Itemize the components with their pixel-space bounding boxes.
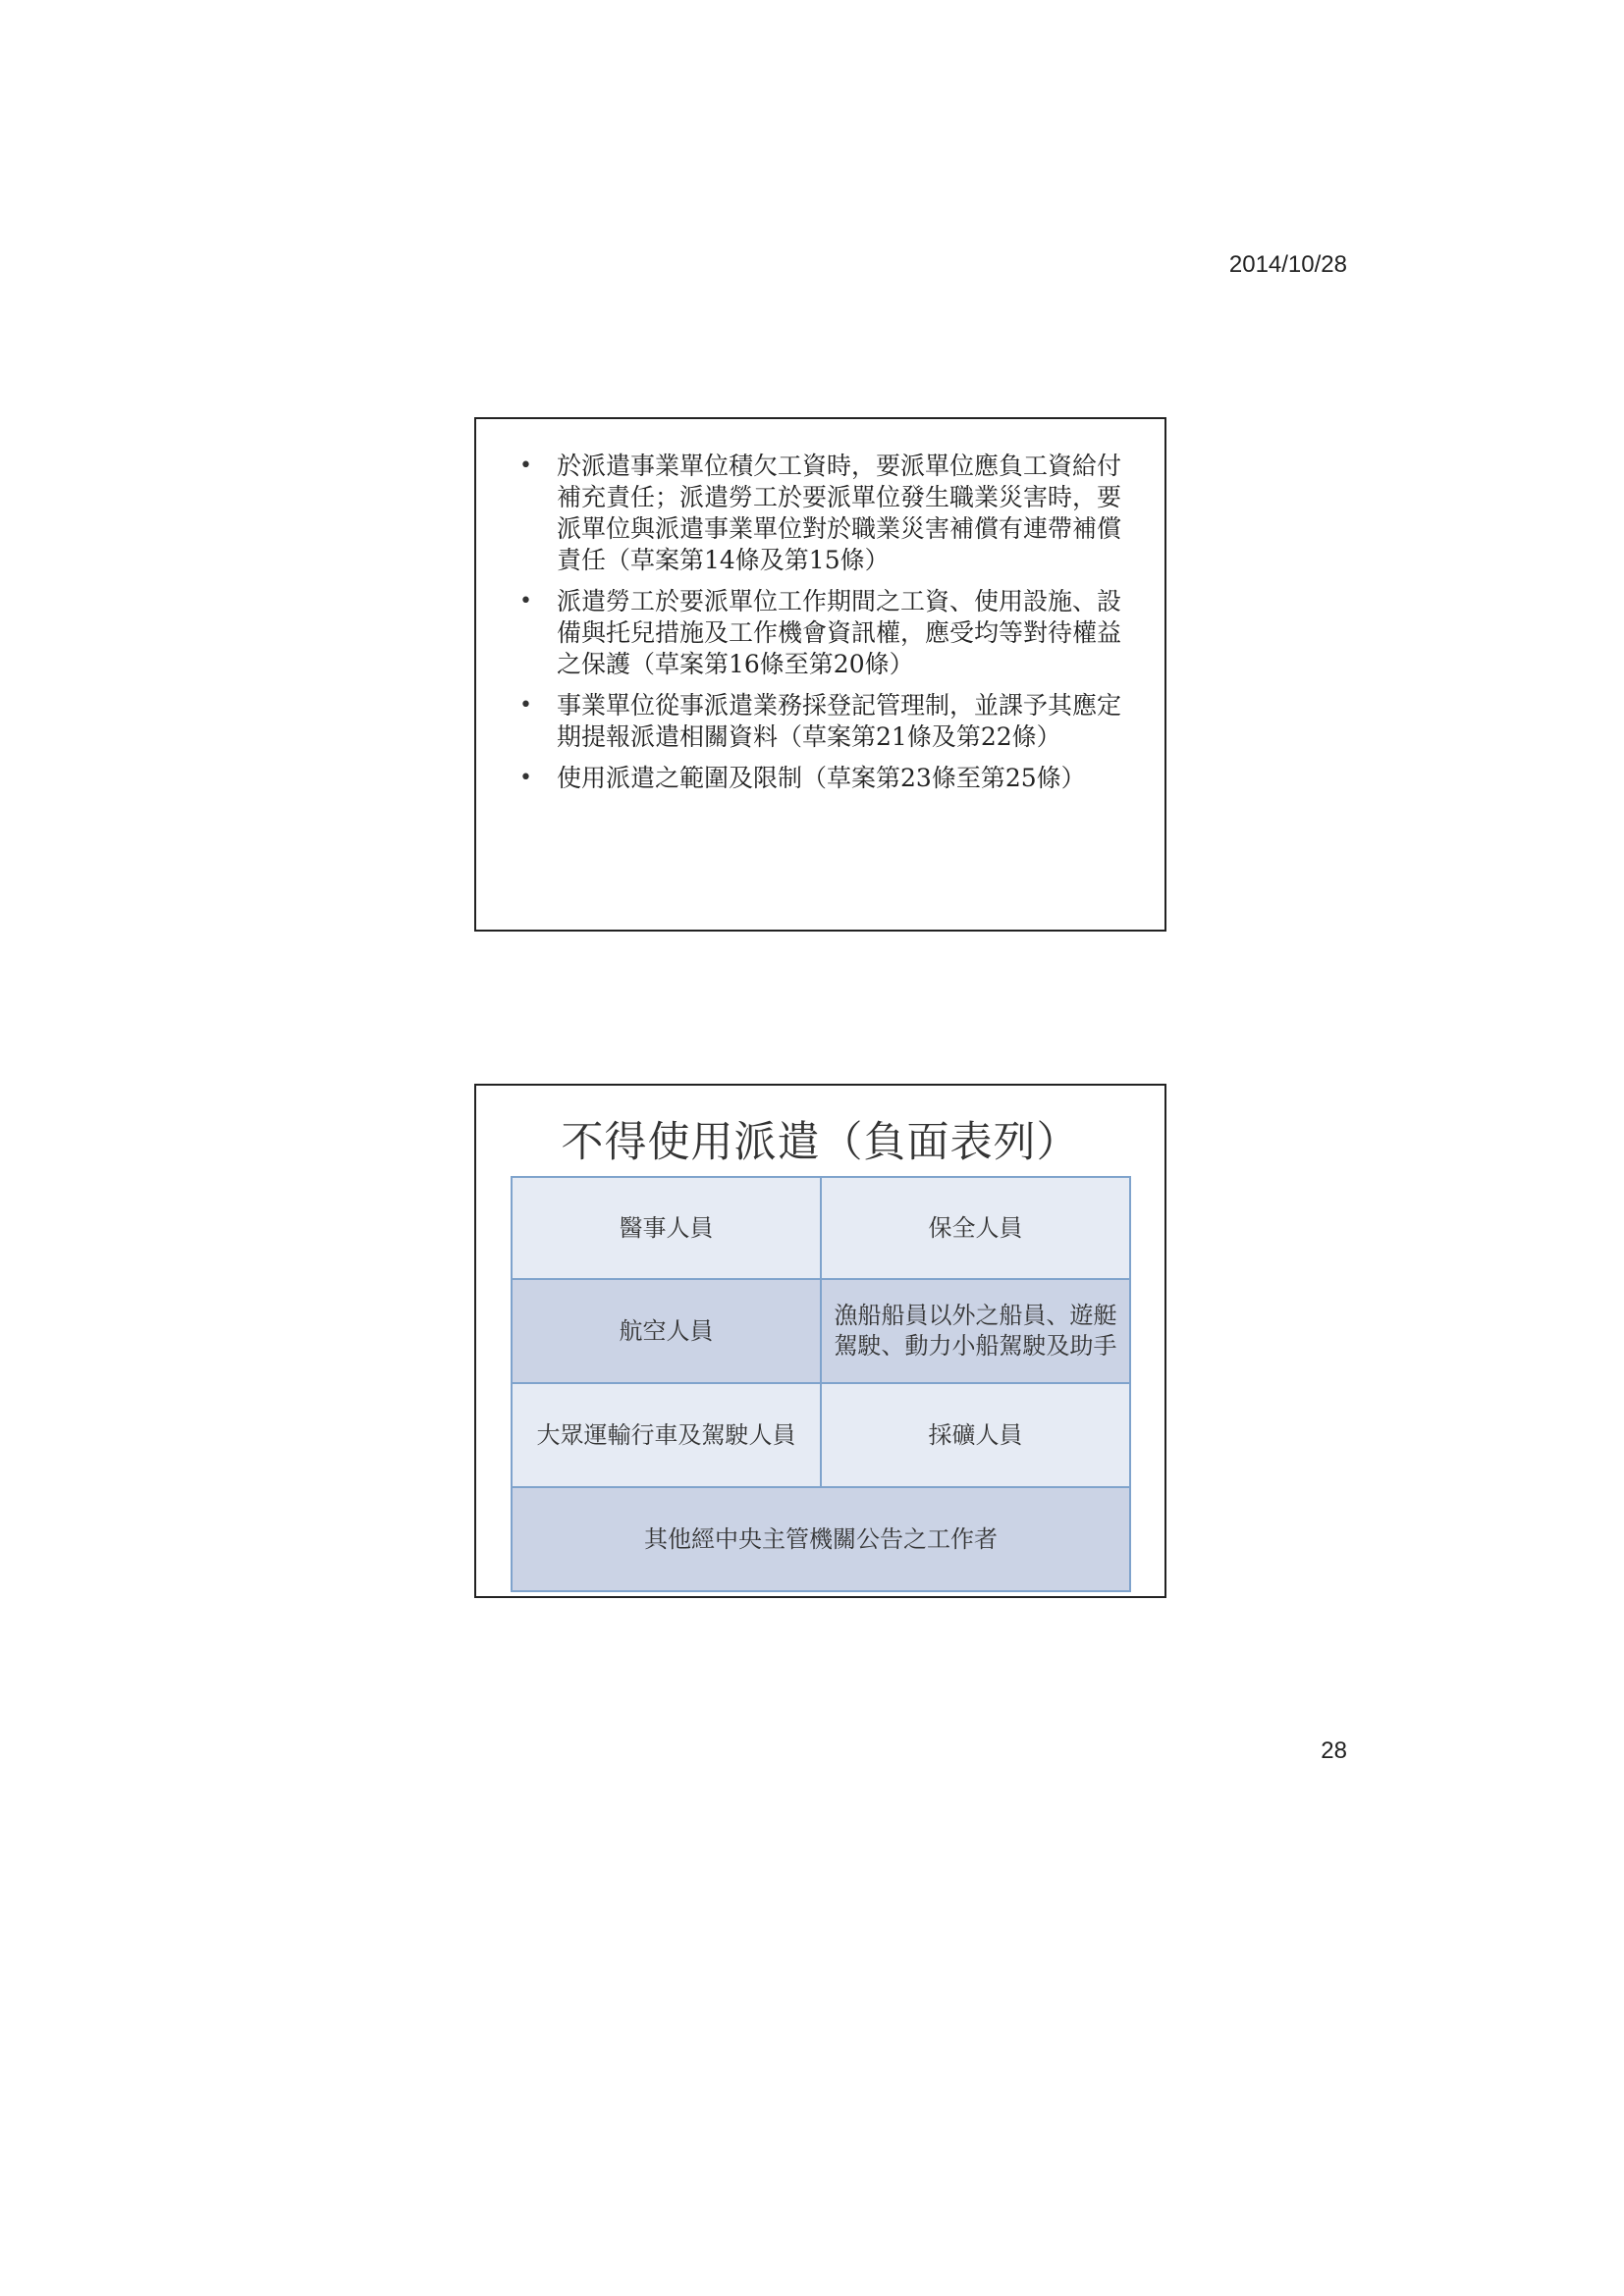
prohibited-roles-table bbox=[511, 1176, 1131, 1592]
table-row bbox=[512, 1383, 1130, 1487]
bullet-dot-icon: • bbox=[519, 693, 532, 718]
page-number: 28 bbox=[1321, 1737, 1347, 1764]
table-row bbox=[512, 1279, 1130, 1383]
bullet-text: 使用派遣之範圍及限制（草案第23條至第25條） bbox=[557, 764, 1086, 792]
table-cell: 保全人員 bbox=[821, 1177, 1130, 1279]
table-row bbox=[512, 1487, 1130, 1591]
bullet-dot-icon: • bbox=[519, 589, 532, 614]
bullet-item bbox=[515, 451, 1125, 576]
slide-1 bbox=[474, 417, 1166, 932]
bullet-text: 於派遣事業單位積欠工資時，要派單位應負工資給付補充責任；派遣勞工於要派單位發生職業災害時，要派單位與派遣事業單位對於職業災害補償有連帶補償責任（草案第14條及第15條） bbox=[557, 452, 1122, 574]
bullet-dot-icon: • bbox=[519, 454, 532, 478]
table-cell: 漁船船員以外之船員、遊艇駕駛、動力小船駕駛及助手 bbox=[821, 1279, 1130, 1383]
table-cell: 醫事人員 bbox=[512, 1177, 821, 1279]
bullet-list bbox=[476, 419, 1164, 794]
table-cell: 航空人員 bbox=[512, 1279, 821, 1383]
slide-2 bbox=[474, 1084, 1166, 1598]
table-row bbox=[512, 1177, 1130, 1279]
table-cell: 其他經中央主管機關公告之工作者 bbox=[512, 1487, 1130, 1591]
bullet-text: 事業單位從事派遣業務採登記管理制，並課予其應定期提報派遣相關資料（草案第21條及第22條） bbox=[557, 691, 1122, 751]
bullet-item bbox=[515, 690, 1125, 753]
bullet-item bbox=[515, 763, 1125, 794]
table-cell: 採礦人員 bbox=[821, 1383, 1130, 1487]
header-date: 2014/10/28 bbox=[1228, 251, 1347, 278]
slide-title: 不得使用派遣（負面表列） bbox=[561, 1118, 1080, 1167]
bullet-text: 派遣勞工於要派單位工作期間之工資、使用設施、設備與托兒措施及工作機會資訊權，應受均等對待權益之保護（草案第16條至第20條） bbox=[557, 587, 1122, 678]
bullet-item bbox=[515, 586, 1125, 680]
bullet-dot-icon: • bbox=[519, 766, 532, 790]
table-cell: 大眾運輸行車及駕駛人員 bbox=[512, 1383, 821, 1487]
